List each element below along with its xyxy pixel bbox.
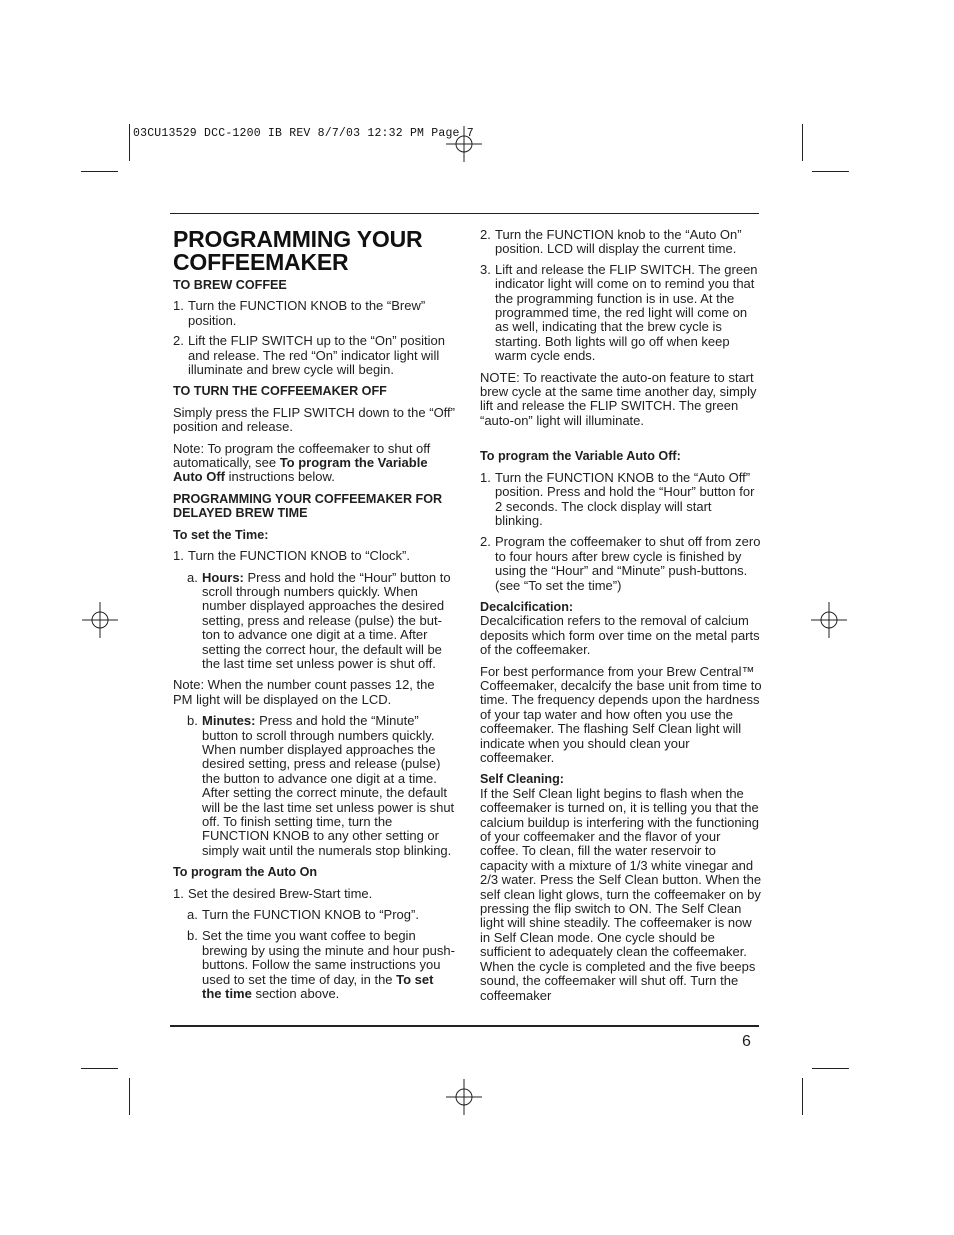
note-bold-link: To program the Variable Auto Off (173, 455, 428, 485)
list-text: Set the time you want coffee to begin brewing by using the minute and hour push-buttons. Follow the same instructions you used to set the time of day, in the (202, 928, 455, 987)
list-number: 2. (173, 333, 184, 349)
crop-mark (81, 171, 118, 172)
list-number: 3. (480, 261, 491, 277)
list-subitem (173, 929, 455, 1001)
title-line-1: PROGRAMMING YOUR (173, 226, 423, 252)
list-text: Turn the FUNCTION KNOB to “Prog”. (202, 907, 419, 923)
auto-on-heading: To program the Auto On (173, 865, 318, 880)
self-cleaning-text: If the Self Clean light begins to flash when the coffeemaker is turned on, it is telling you that the calcium buildup is interfering with the functioning of your coffeemaker and the flavor of your coffee. To clean, fill the water reservoir to capacity with a mixture of 1/3 white vinegar and 2/3 water. Press the Self Clean button. When the self clean light glows, turn the coffeemaker on by pressing the flip switch to ON. The Self Clean light will shine steadily. The coffeemaker is now in Self Clean mode. One cycle should be sufficient to adequately clean the coffeemaker. When the cycle is completed and the five beeps sound, the coffeemaker will shut off. Turn the coffeemaker (480, 785, 762, 1003)
list-text-end: section above. (251, 986, 340, 1002)
hours-text: Press and hold the “Hour” button to scroll through numbers quickly. When number displayed approaches the desired setting, press and release (pulse) the button to advance one digit at a time. After setting the correct hour, the default will be the last time set unless power is shut off. (202, 569, 451, 671)
list-number: 2. (480, 534, 491, 550)
list-text: Turn the FUNCTION knob to the “Auto On” position. LCD will display the current time. (495, 227, 742, 257)
crop-mark (802, 124, 803, 161)
pm-note: Note: When the number count passes 12, the PM light will be displayed on the LCD. (173, 677, 435, 707)
set-time-heading: To set the Time: (173, 527, 269, 542)
crop-mark (129, 1078, 130, 1115)
list-letter: a. (187, 907, 198, 923)
list-number: 2. (480, 227, 491, 242)
list-text: Program the coffeemaker to shut off from zero to four hours after brew cycle is finished by using the “Hour” and “Minute” push-buttons. (see “To set the time”) (495, 534, 761, 593)
list-subitem (173, 908, 455, 922)
list-item (173, 887, 455, 901)
set-time-reference: To set the time (202, 971, 434, 1002)
crop-mark (812, 1068, 849, 1069)
title-line-2: COFFEEMAKER (173, 249, 349, 275)
list-text: Lift the FLIP SWITCH up to the “On” position and release. The red “On” indicator light will illuminate and brew cycle will begin. (188, 333, 445, 378)
list-item (173, 549, 455, 563)
crop-mark (802, 1078, 803, 1115)
list-number: 1. (173, 298, 184, 314)
right-column (480, 228, 762, 1003)
reactivate-note: NOTE: To reactivate the auto-on feature to start brew cycle at the same time another day, simply lift and release the FLIP SWITCH. The green “auto-on” light will illuminate. (480, 369, 757, 428)
list-text: Turn the FUNCTION KNOB to the “Brew” position. (188, 298, 426, 328)
list-number: 1. (173, 548, 184, 564)
brew-heading: TO BREW COFFEE (173, 278, 287, 292)
list-number: 1. (480, 469, 491, 485)
minutes-text: Press and hold the “Minute” button to scroll through numbers quickly. When number displayed approaches the desired setting, press and release (pulse) the button to advance one digit at a time. After setting the correct minute, the default will be the last time set unless power is shut off. To finish setting time, turn the FUNCTION KNOB to any other setting or simply wait until the numerals stop blinking. (202, 713, 455, 858)
list-text: Lift and release the FLIP SWITCH. The green indicator light will come on to remind you that the programming function is in use. At the programmed time, the red light will come on as well, indicating that the brew cycle is starting. Both lights will go off when keep warm cycle ends. (495, 261, 758, 364)
page-number: 6 (742, 1033, 751, 1050)
list-text: Turn the FUNCTION KNOB to “Clock”. (188, 548, 410, 564)
list-item (173, 299, 455, 328)
list-item (480, 471, 762, 529)
note-text-end: instructions below. (224, 469, 335, 485)
list-item (173, 334, 455, 377)
off-heading: TO TURN THE COFFEEMAKER OFF (173, 384, 387, 399)
delayed-brew-heading: PROGRAMMING YOUR COFFEEMAKER FOR DELAYED BREW TIME (173, 491, 443, 521)
crop-mark (81, 1068, 118, 1069)
hours-label: Hours: (202, 569, 244, 585)
decalcification-text: Decalcification refers to the removal of calcium deposits which form over time on the metal parts of the coffeemaker. (480, 613, 760, 658)
list-letter: b. (187, 713, 198, 729)
registration-mark-icon (446, 126, 482, 162)
list-text: Set the desired Brew-Start time. (188, 885, 373, 901)
page-title (173, 228, 455, 274)
registration-mark-icon (446, 1079, 482, 1115)
list-subitem (173, 571, 455, 672)
auto-off-note (173, 442, 455, 485)
self-cleaning-heading: Self Cleaning: (480, 772, 564, 787)
left-column (173, 228, 455, 1001)
off-text: Simply press the FLIP SWITCH down to the “Off” position and release. (173, 404, 456, 435)
decalcification-heading: Decalcification: (480, 599, 574, 614)
bottom-rule (170, 1025, 759, 1027)
note-text: Note: To program the coffeemaker to shut off automatically, see (173, 440, 431, 471)
list-item (480, 535, 762, 593)
list-number: 1. (173, 885, 184, 901)
variable-auto-off-heading: To program the Variable Auto Off: (480, 449, 681, 464)
crop-mark (812, 171, 849, 172)
best-performance-text: For best performance from your Brew Central™ Coffeemaker, decalcify the base unit from time to time. The frequency depends upon the hardness of your tap water and how often you use the coffeemaker. The flashing Self Clean light will indicate when you should clean your coffeemaker. (480, 663, 762, 765)
list-letter: a. (187, 569, 198, 585)
list-text: Turn the FUNCTION KNOB to the “Auto Off” position. Press and hold the “Hour” button for 2 seconds. The clock display will start blinking. (495, 469, 755, 528)
registration-mark-icon (82, 602, 118, 638)
top-rule (170, 213, 759, 214)
minutes-label: Minutes: (202, 713, 256, 729)
list-item (480, 263, 762, 364)
list-item (480, 228, 762, 257)
printer-slug: 03CU13529 DCC-1200 IB REV 8/7/03 12:32 PM Page 7 (133, 127, 474, 140)
crop-mark (129, 124, 130, 161)
list-letter: b. (187, 928, 198, 944)
registration-mark-icon (811, 602, 847, 638)
list-subitem (173, 714, 455, 858)
